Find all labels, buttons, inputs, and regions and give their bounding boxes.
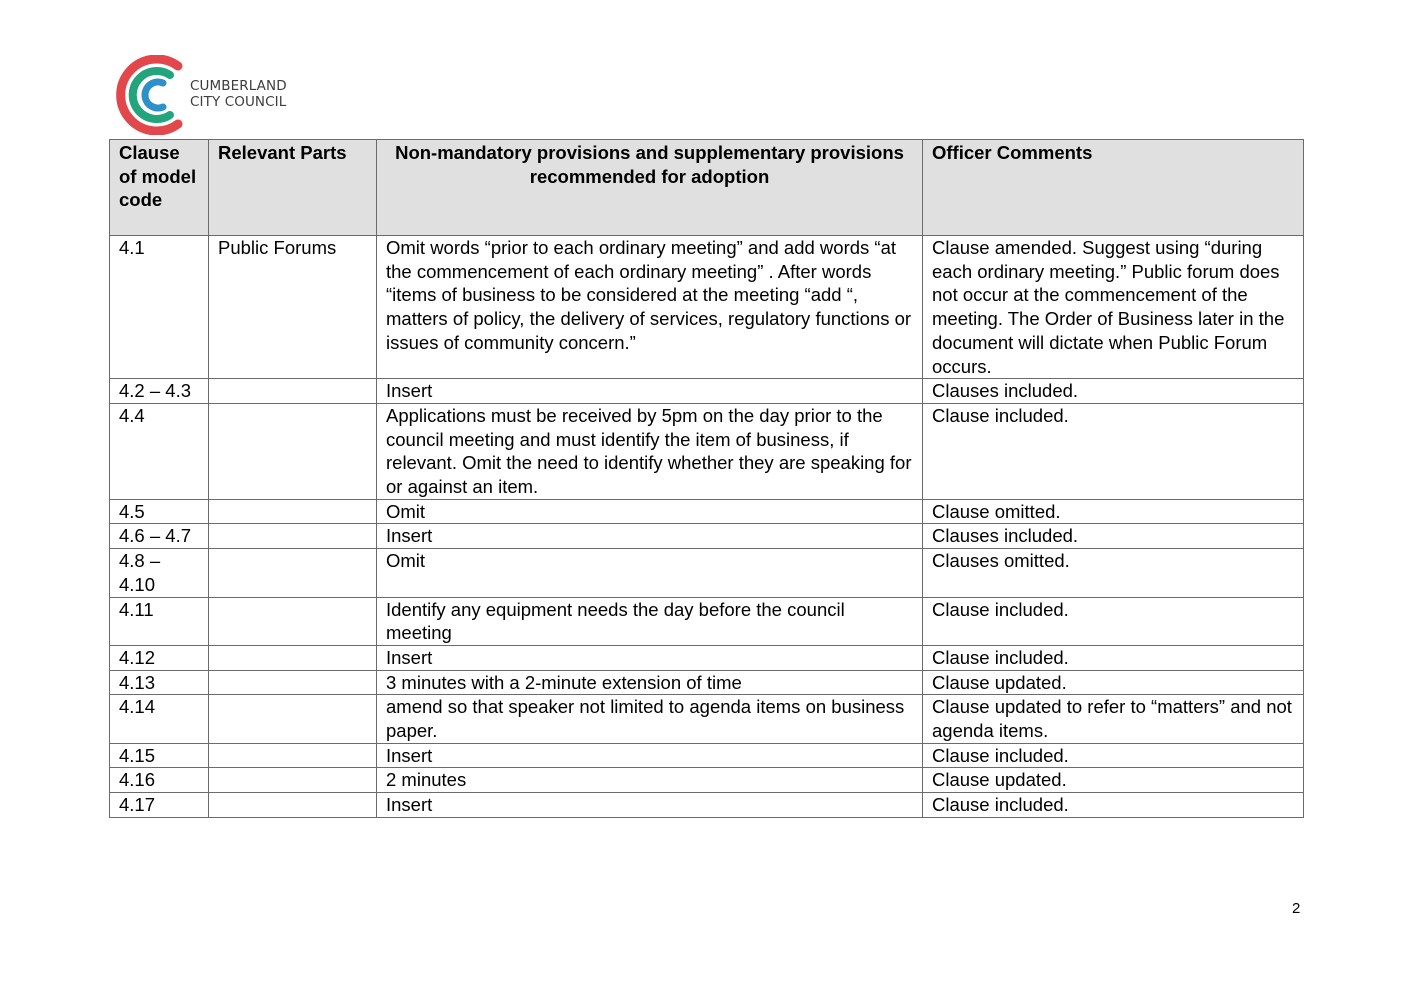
relevant-parts-cell [209,499,377,524]
provision-cell: Insert [377,743,923,768]
clause-cell: 4.15 [110,743,209,768]
comment-cell: Clause updated. [923,768,1304,793]
table-row [110,499,1304,524]
clause-cell: 4.12 [110,645,209,670]
table-row [110,524,1304,549]
table-row [110,597,1304,645]
header-officer-comments: Officer Comments [923,140,1304,236]
relevant-parts-cell [209,597,377,645]
table-row [110,645,1304,670]
relevant-parts-cell [209,670,377,695]
provision-cell: Insert [377,645,923,670]
comment-cell: Clause included. [923,597,1304,645]
comment-cell: Clause updated. [923,670,1304,695]
table-row [110,695,1304,743]
provision-cell: 2 minutes [377,768,923,793]
relevant-parts-cell [209,403,377,499]
provision-cell: Insert [377,379,923,404]
relevant-parts-cell [209,768,377,793]
clause-cell: 4.13 [110,670,209,695]
clause-cell: 4.4 [110,403,209,499]
provision-cell: Omit words “prior to each ordinary meeting” and add words “at the commencement of each ordinary meeting” . After words “items of business to be considered at the meeting “add “, matters of policy, the delivery of services, regulatory functions or issues of community concern.” [377,236,923,379]
clause-cell: 4.11 [110,597,209,645]
comment-cell: Clause amended. Suggest using “during each ordinary meeting.” Public forum does not occur at the commencement of the meeting. The Order of Business later in the document will dictate when Public Forum occurs. [923,236,1304,379]
clause-cell: 4.5 [110,499,209,524]
table-header-row [110,140,1304,236]
table-row [110,793,1304,818]
clause-cell: 4.17 [110,793,209,818]
logo-line-1: CUMBERLAND [190,78,287,94]
provisions-table [109,139,1304,818]
clause-cell: 4.14 [110,695,209,743]
provision-cell: Omit [377,499,923,524]
table-row [110,670,1304,695]
comment-cell: Clause included. [923,793,1304,818]
relevant-parts-cell [209,793,377,818]
relevant-parts-cell [209,645,377,670]
table-row [110,768,1304,793]
provision-cell: Identify any equipment needs the day before the council meeting [377,597,923,645]
council-logo-icon [116,55,188,135]
logo-wordmark [190,78,287,110]
clause-cell: 4.8 – 4.10 [110,549,209,597]
relevant-parts-cell: Public Forums [209,236,377,379]
provision-cell: Applications must be received by 5pm on the day prior to the council meeting and must identify the item of business, if relevant. Omit the need to identify whether they are speaking for or against an item. [377,403,923,499]
provision-cell: 3 minutes with a 2-minute extension of time [377,670,923,695]
provision-cell: amend so that speaker not limited to agenda items on business paper. [377,695,923,743]
table-row [110,379,1304,404]
comment-cell: Clause updated to refer to “matters” and not agenda items. [923,695,1304,743]
header-clause: Clause of model code [110,140,209,236]
comment-cell: Clause omitted. [923,499,1304,524]
relevant-parts-cell [209,695,377,743]
comment-cell: Clause included. [923,645,1304,670]
relevant-parts-cell [209,379,377,404]
clause-cell: 4.2 – 4.3 [110,379,209,404]
header-provisions: Non-mandatory provisions and supplementary provisions recommended for adoption [377,140,923,236]
header-relevant-parts: Relevant Parts [209,140,377,236]
table-row [110,236,1304,379]
provision-cell: Insert [377,793,923,818]
council-logo [116,55,316,135]
comment-cell: Clause included. [923,403,1304,499]
table-row [110,743,1304,768]
table-row [110,549,1304,597]
logo-line-2: CITY COUNCIL [190,94,287,110]
clause-cell: 4.6 – 4.7 [110,524,209,549]
provision-cell: Omit [377,549,923,597]
relevant-parts-cell [209,524,377,549]
table-row [110,403,1304,499]
provision-cell: Insert [377,524,923,549]
comment-cell: Clauses included. [923,379,1304,404]
relevant-parts-cell [209,549,377,597]
relevant-parts-cell [209,743,377,768]
comment-cell: Clause included. [923,743,1304,768]
page-number: 2 [1292,900,1301,917]
clause-cell: 4.1 [110,236,209,379]
comment-cell: Clauses included. [923,524,1304,549]
comment-cell: Clauses omitted. [923,549,1304,597]
clause-cell: 4.16 [110,768,209,793]
